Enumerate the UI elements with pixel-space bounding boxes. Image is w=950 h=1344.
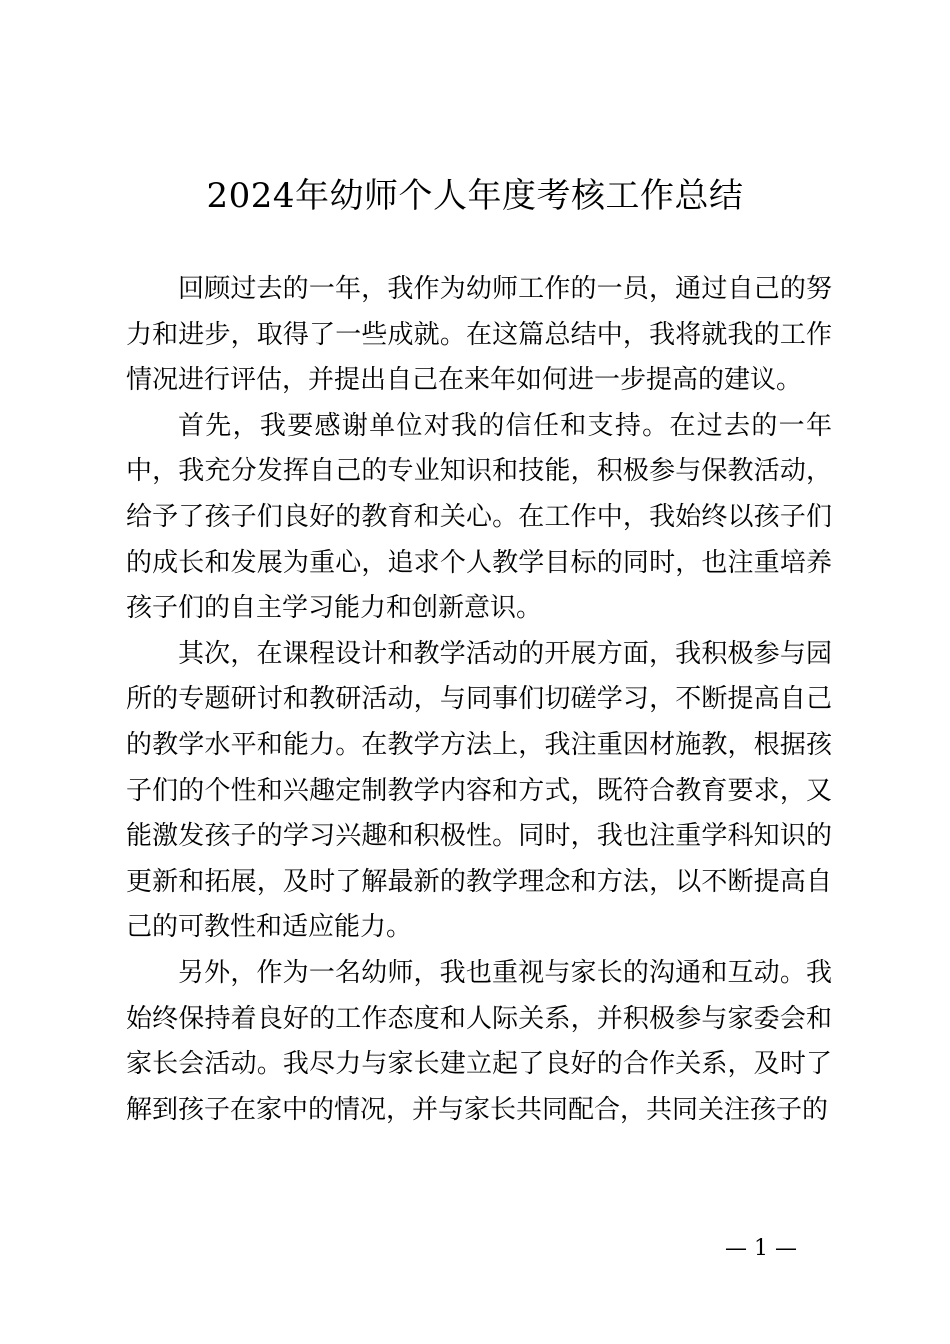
paragraph: 首先，我要感谢单位对我的信任和支持。在过去的一年中，我充分发挥自己的专业知识和技能，积极参与保教活动，给予了孩子们良好的教育和关心。在工作中，我始终以孩子们的成长和发展为重心，追求个人教学目标的同时，也注重培养孩子们的自主学习能力和创新意识。 [126,410,832,624]
paragraph: 回顾过去的一年，我作为幼师工作的一员，通过自己的努力和进步，取得了一些成就。在这篇总结中，我将就我的工作情况进行评估，并提出自己在来年如何进一步提高的建议。 [126,274,832,396]
page-number: — 1 — [725,1236,797,1261]
document-title: 2024年幼师个人年度考核工作总结 [206,176,744,216]
document-body [126,267,832,1133]
paragraph: 另外，作为一名幼师，我也重视与家长的沟通和互动。我始终保持着良好的工作态度和人际关系，并积极参与家委会和家长会活动。我尽力与家长建立起了良好的合作关系，及时了解到孩子在家中的情况，并与家长共同配合，共同关注孩子的 [126,957,832,1125]
paragraph: 其次，在课程设计和教学活动的开展方面，我积极参与园所的专题研讨和教研活动，与同事们切磋学习，不断提高自己的教学水平和能力。在教学方法上，我注重因材施教，根据孩子们的个性和兴趣定制教学内容和方式，既符合教育要求，又能激发孩子的学习兴趣和积极性。同时，我也注重学科知识的更新和拓展，及时了解最新的教学理念和方法，以不断提高自己的可教性和适应能力。 [126,638,832,943]
